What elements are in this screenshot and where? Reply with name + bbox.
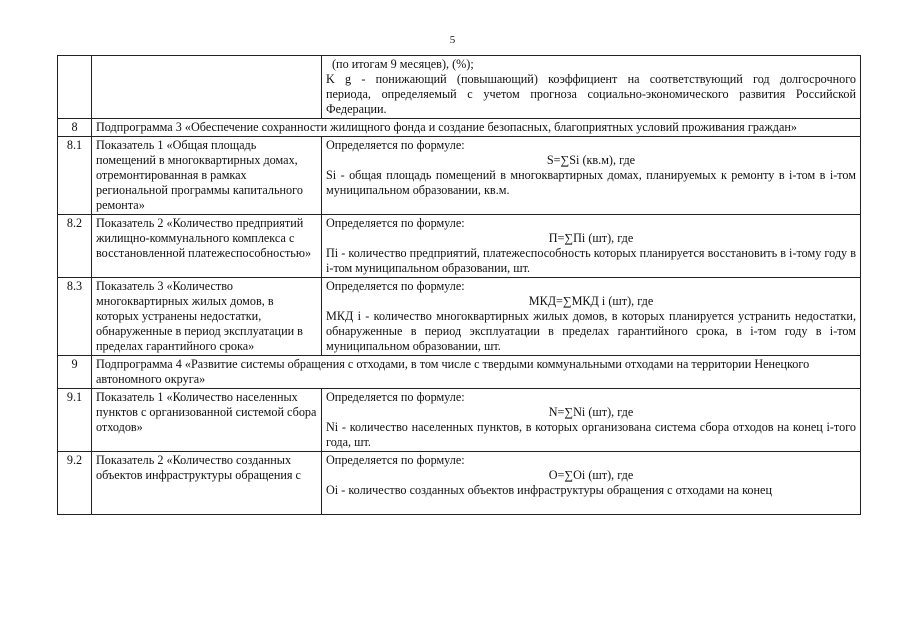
number-cell: 8.2: [58, 215, 92, 278]
formula: МКД=∑МКД i (шт), где: [528, 294, 654, 308]
number-cell: 9.2: [58, 452, 92, 515]
continuation-text: K g - понижающий (повышающий) коэффициент на соответствующий год долгосрочного периода, определяемый с учетом прогноза социально-экономического развития Российской Федерации.: [326, 72, 856, 116]
formula: S=∑Si (кв.м), где: [546, 153, 636, 167]
table-row: [58, 137, 861, 215]
number-cell: 8.3: [58, 278, 92, 356]
formula: N=∑Ni (шт), где: [548, 405, 634, 419]
indicator-cell: Показатель 1 «Общая площадь помещений в многоквартирных домах, отремонтированная в рамках региональной программы капитального ремонта»: [92, 137, 322, 215]
formula-intro: Определяется по формуле:: [326, 216, 465, 230]
table-row: [58, 119, 861, 137]
formula-intro: Определяется по формуле:: [326, 279, 465, 293]
formula-intro: Определяется по формуле:: [326, 390, 465, 404]
formula-cell: [322, 215, 861, 278]
indicator-cell: Показатель 3 «Количество многоквартирных жилых домов, в которых устранены недостатки, обнаруженные в период эксплуатации в пределах гарантийного срока»: [92, 278, 322, 356]
formula-cell: [322, 137, 861, 215]
number-cell: 9.1: [58, 389, 92, 452]
subprogram-title: Подпрограмма 3 «Обеспечение сохранности жилищного фонда и создание безопасных, благоприятных условий проживания граждан»: [92, 119, 861, 137]
number-cell: 8.1: [58, 137, 92, 215]
formula: П=∑Пi (шт), где: [548, 231, 634, 245]
table-row: [58, 56, 861, 119]
formula: O=∑Oi (шт), где: [548, 468, 634, 482]
table-row: [58, 452, 861, 515]
formula-description: Si - общая площадь помещений в многоквартирных домах, планируемых к ремонту в i-том в i-том муниципальном образовании, кв.м.: [326, 168, 856, 197]
indicators-table: [57, 55, 861, 515]
table-row: [58, 278, 861, 356]
number-cell: 9: [58, 356, 92, 389]
indicator-cell: Показатель 2 «Количество предприятий жилищно-коммунального комплекса с восстановленной платежеспособностью»: [92, 215, 322, 278]
continuation-line: (по итогам 9 месяцев), (%);: [332, 57, 474, 71]
indicator-cell: [92, 56, 322, 119]
subprogram-title: Подпрограмма 4 «Развитие системы обращения с отходами, в том числе с твердыми коммунальными отходами на территории Ненецкого автономного округа»: [92, 356, 861, 389]
formula-description: Ni - количество населенных пунктов, в которых организована система сбора отходов на конец i-того года, шт.: [326, 420, 856, 449]
number-cell: [58, 56, 92, 119]
page-number: 5: [449, 34, 456, 46]
table-row: [58, 389, 861, 452]
formula-cell: [322, 278, 861, 356]
formula-description: Oi - количество созданных объектов инфраструктуры обращения с отходами на конец: [326, 483, 772, 497]
formula-description: МКД i - количество многоквартирных жилых домов, в которых планируется устранить недостатки, обнаруженные в период эксплуатации в пределах гарантийного срока, в i-том году в i-том муниципальном образовании, шт.: [326, 309, 856, 353]
formula-cell: [322, 56, 861, 119]
table-row: [58, 356, 861, 389]
table-row: [58, 215, 861, 278]
indicator-cell: Показатель 2 «Количество созданных объектов инфраструктуры обращения с: [92, 452, 322, 515]
indicator-cell: Показатель 1 «Количество населенных пунктов с организованной системой сбора отходов»: [92, 389, 322, 452]
formula-description: Пi - количество предприятий, платежеспособность которых планируется восстановить в i-тому году в i-том муниципальном образовании, шт.: [326, 246, 856, 275]
formula-intro: Определяется по формуле:: [326, 138, 465, 152]
number-cell: 8: [58, 119, 92, 137]
formula-intro: Определяется по формуле:: [326, 453, 465, 467]
formula-cell: [322, 389, 861, 452]
formula-cell: [322, 452, 861, 515]
